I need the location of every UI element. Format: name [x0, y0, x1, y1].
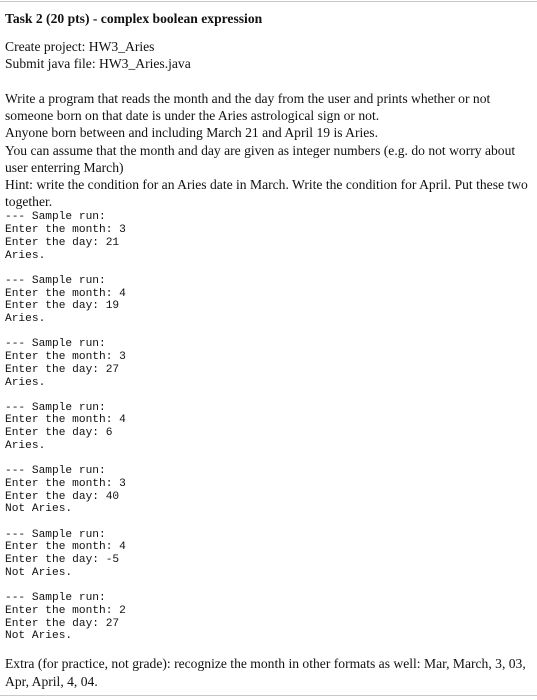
sample-run-day: Enter the day: 21 [5, 236, 120, 249]
sample-run-result: Aries. [5, 249, 46, 262]
sample-run-header: --- Sample run: [5, 528, 106, 541]
sample-run-month: Enter the month: 3 [5, 351, 126, 364]
sample-run-header: --- Sample run: [5, 211, 106, 224]
sample-run-result: Aries. [5, 439, 46, 452]
sample-run-month: Enter the month: 2 [5, 604, 126, 617]
instructions [5, 90, 533, 210]
sample-run [5, 275, 533, 326]
sample-run-day: Enter the day: 27 [5, 363, 120, 376]
assignment-document [5, 10, 533, 690]
sample-run [5, 592, 533, 643]
sample-run [5, 211, 533, 262]
sample-run-result: Not Aries. [5, 503, 73, 516]
sample-run-day: Enter the day: 27 [5, 617, 120, 630]
hint-paragraph: Hint: write the condition for an Aries date in March. Write the condition for April. Put these two together. [5, 177, 528, 210]
task-title: Task 2 (20 pts) - complex boolean expression [5, 11, 263, 26]
sample-run [5, 338, 533, 389]
sample-run [5, 529, 533, 580]
sample-runs [5, 211, 533, 643]
instruction-paragraph: Write a program that reads the month and the day from the user and prints whether or not someone born on that date is under the Aries astrological sign or not. [5, 91, 491, 124]
create-project-line: Create project: HW3_Aries [5, 39, 155, 54]
sample-run-result: Aries. [5, 376, 46, 389]
sample-run-result: Not Aries. [5, 566, 73, 579]
submit-file-line: Submit java file: HW3_Aries.java [5, 56, 191, 71]
sample-run-month: Enter the month: 3 [5, 477, 126, 490]
sample-run-month: Enter the month: 4 [5, 541, 126, 554]
sample-run-month: Enter the month: 4 [5, 414, 126, 427]
instruction-paragraph: You can assume that the month and day are given as integer numbers (e.g. do not worry about user enterring March) [5, 142, 516, 175]
sample-run-result: Aries. [5, 313, 46, 326]
bottom-divider [0, 695, 537, 696]
sample-run [5, 402, 533, 453]
sample-run-header: --- Sample run: [5, 465, 106, 478]
sample-run-day: Enter the day: -5 [5, 554, 120, 567]
sample-run-header: --- Sample run: [5, 338, 106, 351]
sample-run-day: Enter the day: 40 [5, 490, 120, 503]
project-info [5, 38, 533, 72]
sample-run-result: Not Aries. [5, 630, 73, 643]
top-divider [0, 1, 537, 2]
sample-run-header: --- Sample run: [5, 274, 106, 287]
sample-run [5, 465, 533, 516]
sample-run-day: Enter the day: 6 [5, 427, 113, 440]
sample-run-header: --- Sample run: [5, 592, 106, 605]
sample-run-month: Enter the month: 3 [5, 224, 126, 237]
instruction-paragraph: Anyone born between and including March 21 and April 19 is Aries. [5, 125, 378, 141]
sample-run-day: Enter the day: 19 [5, 300, 120, 313]
extra-credit-note: Extra (for practice, not grade): recognize the month in other formats as well: Mar, March, 3, 03, Apr, April, 4, 04. [5, 656, 526, 689]
sample-run-header: --- Sample run: [5, 401, 106, 414]
sample-run-month: Enter the month: 4 [5, 287, 126, 300]
